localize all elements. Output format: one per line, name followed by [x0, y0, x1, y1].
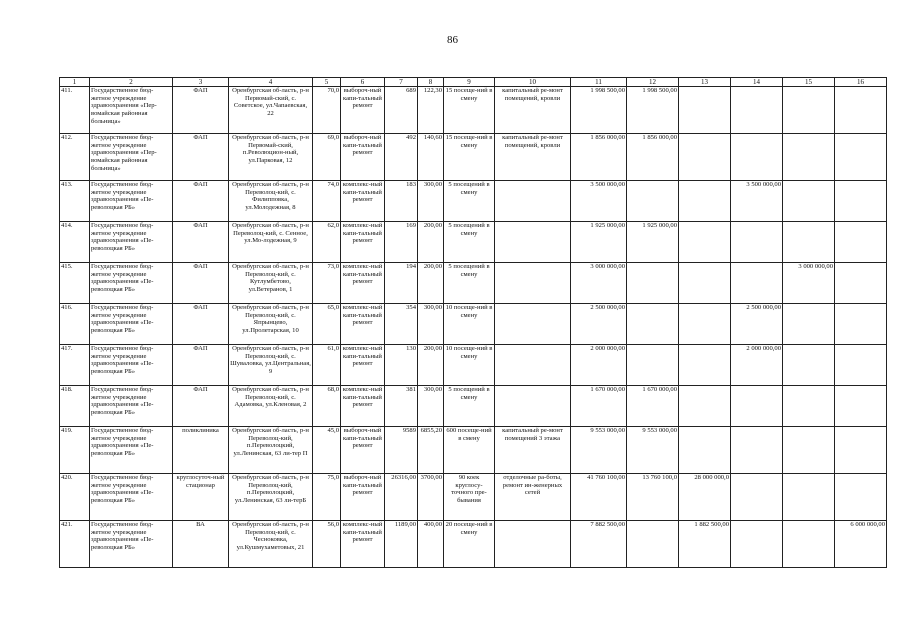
table-cell: отделочные ра-боты, ремонт ин-женерных сетей: [495, 474, 571, 521]
table-cell: 1 925 000,00: [627, 222, 679, 263]
table-cell: 69,0: [313, 134, 341, 181]
table-cell: Государственное бюд-жетное учреждение здравоохранения «Пе-револоцкая РБ»: [90, 345, 173, 386]
repair-program-table: [59, 77, 887, 568]
table-cell: [679, 87, 731, 134]
table-cell: [835, 134, 887, 181]
table-cell: Государственное бюд-жетное учреждение здравоохранения «Пер-вомайская районная больница»: [90, 87, 173, 134]
table-cell: 2 500 000,00: [731, 304, 783, 345]
table-cell: 61,0: [313, 345, 341, 386]
table-row: [60, 345, 887, 386]
table-cell: ФАП: [173, 263, 229, 304]
table-cell: 200,00: [418, 222, 444, 263]
table-cell: 2 000 000,00: [731, 345, 783, 386]
table-cell: 300,00: [418, 304, 444, 345]
table-body: [60, 78, 887, 568]
table-cell: [835, 87, 887, 134]
column-number-cell: 16: [835, 78, 887, 87]
table-cell: 1 856 000,00: [627, 134, 679, 181]
table-cell: 1 670 000,00: [571, 386, 627, 427]
table-cell: [627, 521, 679, 568]
table-cell: 421.: [60, 521, 90, 568]
column-number-cell: 9: [444, 78, 495, 87]
table-cell: поликлиника: [173, 427, 229, 474]
column-number-cell: 1: [60, 78, 90, 87]
table-cell: 2 500 000,00: [571, 304, 627, 345]
table-cell: 419.: [60, 427, 90, 474]
table-cell: капитальный ре-монт помещений, кровли: [495, 134, 571, 181]
table-cell: 1 998 500,00: [627, 87, 679, 134]
table-cell: [731, 87, 783, 134]
table-cell: 412.: [60, 134, 90, 181]
table-cell: [679, 181, 731, 222]
table-cell: 354: [385, 304, 418, 345]
table-cell: комплекс-ный капи-тальный ремонт: [341, 263, 385, 304]
column-number-cell: 11: [571, 78, 627, 87]
table-cell: 41 760 100,00: [571, 474, 627, 521]
table-row: [60, 304, 887, 345]
table-cell: [835, 222, 887, 263]
table-cell: Оренбургская об-ласть, р-н Переволоц-кий, п.Переволоцкий, ул.Ленинская, 63 ли-тер П: [229, 427, 313, 474]
table-cell: [835, 345, 887, 386]
table-cell: [835, 386, 887, 427]
table-cell: 414.: [60, 222, 90, 263]
column-number-cell: 6: [341, 78, 385, 87]
table-cell: 75,0: [313, 474, 341, 521]
table-cell: [679, 345, 731, 386]
table-cell: [627, 304, 679, 345]
table-cell: 600 посеще-ний в смену: [444, 427, 495, 474]
table-cell: 1 856 000,00: [571, 134, 627, 181]
table-cell: 9 553 000,00: [627, 427, 679, 474]
table-cell: 689: [385, 87, 418, 134]
table-cell: Оренбургская об-ласть, р-н Переволоц-кий, с. Чесноковка, ул.Кушмухаметовых, 21: [229, 521, 313, 568]
table-cell: 70,0: [313, 87, 341, 134]
table-cell: Государственное бюд-жетное учреждение здравоохранения «Пе-револоцкая РБ»: [90, 263, 173, 304]
table-cell: Оренбургская об-ласть, р-н Первомай-ский, с. Советское, ул.Чапаевская, 22: [229, 87, 313, 134]
table-cell: [731, 386, 783, 427]
table-cell: [679, 263, 731, 304]
table-cell: 15 посеще-ний в смену: [444, 87, 495, 134]
table-cell: [679, 304, 731, 345]
table-cell: 1189,00: [385, 521, 418, 568]
table-cell: 300,00: [418, 386, 444, 427]
table-cell: 300,00: [418, 181, 444, 222]
table-cell: [679, 134, 731, 181]
table-cell: 68,0: [313, 386, 341, 427]
table-cell: [495, 181, 571, 222]
table-row: [60, 263, 887, 304]
table-cell: [679, 222, 731, 263]
table-cell: капитальный ре-монт помещений, кровли: [495, 87, 571, 134]
table-cell: [783, 181, 835, 222]
table-row: [60, 222, 887, 263]
table-cell: 1 925 000,00: [571, 222, 627, 263]
table-cell: [495, 345, 571, 386]
table-cell: [783, 521, 835, 568]
table-cell: 1 670 000,00: [627, 386, 679, 427]
table-cell: 3700,00: [418, 474, 444, 521]
table-cell: [495, 304, 571, 345]
table-row: [60, 181, 887, 222]
table-cell: 122,30: [418, 87, 444, 134]
table-cell: 415.: [60, 263, 90, 304]
table-cell: [731, 222, 783, 263]
table-cell: 5 посещений в смену: [444, 263, 495, 304]
table-cell: [835, 181, 887, 222]
table-cell: комплекс-ный капи-тальный ремонт: [341, 521, 385, 568]
table-cell: Оренбургская об-ласть, р-н Переволоц-кий, п.Переволоцкий, ул.Ленинская, 63 ли-терБ: [229, 474, 313, 521]
table-cell: [783, 386, 835, 427]
table-row: [60, 427, 887, 474]
table-cell: 62,0: [313, 222, 341, 263]
column-number-cell: 8: [418, 78, 444, 87]
column-number-cell: 2: [90, 78, 173, 87]
table-cell: 15 посеще-ний в смену: [444, 134, 495, 181]
table-cell: 5 посещений в смену: [444, 181, 495, 222]
table-cell: Оренбургская об-ласть, р-н Переволоц-кий, с. Япрынцево, ул.Пролетарская, 10: [229, 304, 313, 345]
column-number-cell: 7: [385, 78, 418, 87]
table-cell: 10 посеще-ний в смену: [444, 345, 495, 386]
table-cell: [783, 87, 835, 134]
table-cell: 130: [385, 345, 418, 386]
table-cell: Оренбургская об-ласть, р-н Переволоц-кий, с. Сенное, ул.Мо-лодежная, 9: [229, 222, 313, 263]
table-cell: 3 000 000,00: [571, 263, 627, 304]
table-cell: 492: [385, 134, 418, 181]
table-cell: Государственное бюд-жетное учреждение здравоохранения «Пе-револоцкая РБ»: [90, 222, 173, 263]
table-cell: ФАП: [173, 181, 229, 222]
table-cell: 1 998 500,00: [571, 87, 627, 134]
table-cell: 6 000 000,00: [835, 521, 887, 568]
table-cell: [835, 427, 887, 474]
table-cell: 9 553 000,00: [571, 427, 627, 474]
table-cell: комплекс-ный капи-тальный ремонт: [341, 304, 385, 345]
table-cell: [495, 521, 571, 568]
table-cell: ФАП: [173, 222, 229, 263]
table-cell: [731, 263, 783, 304]
table-row: [60, 521, 887, 568]
table-row: [60, 134, 887, 181]
table-cell: ФАП: [173, 134, 229, 181]
table-cell: 411.: [60, 87, 90, 134]
table-cell: [783, 427, 835, 474]
table-cell: [627, 181, 679, 222]
table-row: [60, 87, 887, 134]
table-cell: 5 посещений в смену: [444, 386, 495, 427]
table-row: [60, 386, 887, 427]
table-cell: 3 000 000,00: [783, 263, 835, 304]
table-cell: 3 500 000,00: [571, 181, 627, 222]
table-cell: ФАП: [173, 345, 229, 386]
table-cell: 9589: [385, 427, 418, 474]
column-number-cell: 13: [679, 78, 731, 87]
table-cell: 13 760 100,0: [627, 474, 679, 521]
table-cell: Оренбургская об-ласть, р-н Переволоц-кий, с. Кутлумбетово, ул.Ветеранов, 1: [229, 263, 313, 304]
table-cell: [627, 345, 679, 386]
table-cell: [783, 222, 835, 263]
column-number-cell: 12: [627, 78, 679, 87]
table-cell: ФАП: [173, 87, 229, 134]
table-cell: 183: [385, 181, 418, 222]
table-cell: комплекс-ный капи-тальный ремонт: [341, 345, 385, 386]
table-cell: [731, 521, 783, 568]
table-cell: 2 000 000,00: [571, 345, 627, 386]
table-cell: 169: [385, 222, 418, 263]
table-cell: 90 коек круглосу-точного пре-бывания: [444, 474, 495, 521]
table-cell: круглосуточ-ный стационар: [173, 474, 229, 521]
table-cell: Оренбургская об-ласть, р-н Переволоц-кий, с. Шуваловка, ул.Центральная, 9: [229, 345, 313, 386]
table-cell: 200,00: [418, 263, 444, 304]
table-cell: 73,0: [313, 263, 341, 304]
table-cell: выбороч-ный капи-тальный ремонт: [341, 427, 385, 474]
table-cell: Государственное бюд-жетное учреждение здравоохранения «Пе-револоцкая РБ»: [90, 304, 173, 345]
table-cell: Государственное бюд-жетное учреждение здравоохранения «Пе-револоцкая РБ»: [90, 386, 173, 427]
table-cell: [495, 386, 571, 427]
table-cell: [783, 345, 835, 386]
table-cell: 140,60: [418, 134, 444, 181]
table-cell: [783, 304, 835, 345]
table-cell: ФАП: [173, 304, 229, 345]
table-cell: [835, 304, 887, 345]
column-number-row: [60, 78, 887, 87]
table-cell: 3 500 000,00: [731, 181, 783, 222]
table-cell: выбороч-ный капи-тальный ремонт: [341, 134, 385, 181]
table-cell: капитальный ре-монт помещений 3 этажа: [495, 427, 571, 474]
table-cell: комплекс-ный капи-тальный ремонт: [341, 181, 385, 222]
table-cell: 194: [385, 263, 418, 304]
table-cell: выбороч-ный капи-тальный ремонт: [341, 87, 385, 134]
column-number-cell: 15: [783, 78, 835, 87]
table-cell: [731, 427, 783, 474]
table-cell: 74,0: [313, 181, 341, 222]
column-number-cell: 10: [495, 78, 571, 87]
table-cell: 1 882 500,00: [679, 521, 731, 568]
table-cell: 45,0: [313, 427, 341, 474]
table-cell: [783, 474, 835, 521]
table-cell: 20 посеще-ний в смену: [444, 521, 495, 568]
table-cell: 7 882 500,00: [571, 521, 627, 568]
table-cell: 417.: [60, 345, 90, 386]
table-cell: 26316,00: [385, 474, 418, 521]
table-cell: 28 000 000,0: [679, 474, 731, 521]
table-cell: Государственное бюд-жетное учреждение здравоохранения «Пе-револоцкая РБ»: [90, 521, 173, 568]
table-cell: 6855,20: [418, 427, 444, 474]
table-cell: [679, 386, 731, 427]
page-number: 86: [447, 34, 458, 46]
column-number-cell: 4: [229, 78, 313, 87]
table-cell: [731, 134, 783, 181]
table-cell: 418.: [60, 386, 90, 427]
table-cell: [731, 474, 783, 521]
table-cell: 381: [385, 386, 418, 427]
table-cell: 56,0: [313, 521, 341, 568]
table-cell: [495, 263, 571, 304]
table-cell: [679, 427, 731, 474]
table-cell: 65,0: [313, 304, 341, 345]
table-cell: 420.: [60, 474, 90, 521]
table-cell: Государственное бюд-жетное учреждение здравоохранения «Пер-вомайская районная больница»: [90, 134, 173, 181]
table-cell: Оренбургская об-ласть, р-н Переволоц-кий, с. Филипповка, ул.Молодежная, 8: [229, 181, 313, 222]
table-cell: комплекс-ный капи-тальный ремонт: [341, 386, 385, 427]
table-cell: [495, 222, 571, 263]
table-cell: 416.: [60, 304, 90, 345]
table-cell: Оренбургская об-ласть, р-н Переволоц-кий, с. Адамовка, ул.Кленовая, 2: [229, 386, 313, 427]
table-cell: комплекс-ный капи-тальный ремонт: [341, 222, 385, 263]
table-cell: 10 посеще-ний в смену: [444, 304, 495, 345]
table-cell: [783, 134, 835, 181]
table-cell: ВА: [173, 521, 229, 568]
column-number-cell: 3: [173, 78, 229, 87]
table-cell: 200,00: [418, 345, 444, 386]
table-cell: выбороч-ный капи-тальный ремонт: [341, 474, 385, 521]
table-cell: Государственное бюд-жетное учреждение здравоохранения «Пе-револоцкая РБ»: [90, 427, 173, 474]
column-number-cell: 14: [731, 78, 783, 87]
table-cell: Оренбургская об-ласть, р-н Первомай-ский, п.Революцион-ный, ул.Парковая, 12: [229, 134, 313, 181]
table-cell: [835, 263, 887, 304]
column-number-cell: 5: [313, 78, 341, 87]
table-cell: Государственное бюд-жетное учреждение здравоохранения «Пе-револоцкая РБ»: [90, 474, 173, 521]
table-cell: [627, 263, 679, 304]
table-row: [60, 474, 887, 521]
table-cell: 400,00: [418, 521, 444, 568]
table-cell: Государственное бюд-жетное учреждение здравоохранения «Пе-револоцкая РБ»: [90, 181, 173, 222]
table-cell: ФАП: [173, 386, 229, 427]
table-cell: 5 посещений в смену: [444, 222, 495, 263]
table-cell: [835, 474, 887, 521]
table-cell: 413.: [60, 181, 90, 222]
